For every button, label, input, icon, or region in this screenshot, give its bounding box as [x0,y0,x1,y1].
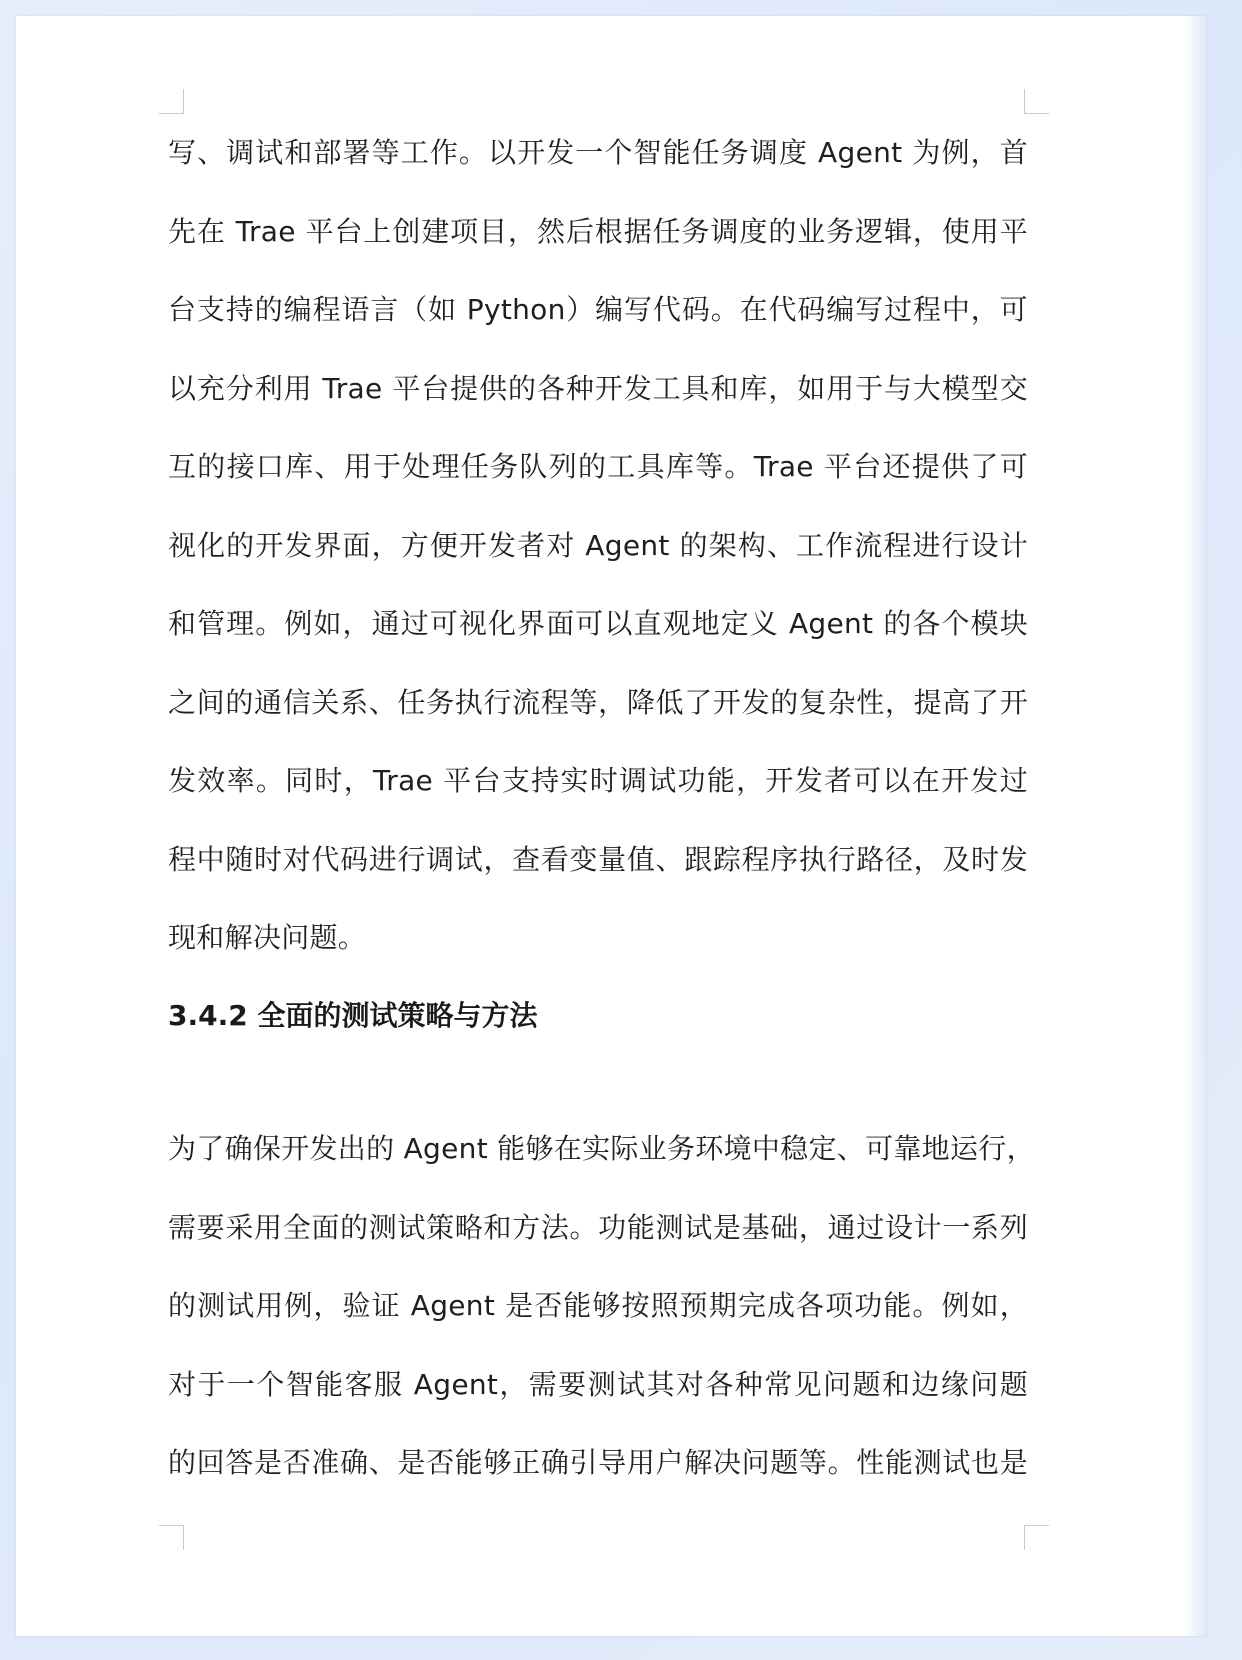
crop-mark-top-right [1024,89,1049,114]
paragraph-1 [168,114,1028,978]
section-heading: 3.4.2 全面的测试策略与方法 [168,999,538,1032]
crop-mark-top-left [159,89,184,114]
paragraph-line: 互的接口库、用于处理任务队列的工具库等。Trae 平台还提供了可 [168,450,1028,483]
paragraph-2 [168,1110,1035,1503]
paragraph-line: 的回答是否准确、是否能够正确引导用户解决问题等。性能测试也是 [168,1446,1028,1479]
paragraph-line: 视化的开发界面，方便开发者对 Agent 的架构、工作流程进行设计 [168,528,1028,562]
paragraph-line: 以充分利用 Trae 平台提供的各种开发工具和库，如用于与大模型交 [168,371,1028,405]
paragraph-line: 和管理。例如，通过可视化界面可以直观地定义 Agent 的各个模块 [168,607,1028,640]
paragraph-line: 为了确保开发出的 Agent 能够在实际业务环境中稳定、可靠地运行， [168,1132,1035,1165]
page-edge-shadow [1184,16,1206,1636]
paragraph-line: 发效率。同时，Trae 平台支持实时调试功能，开发者可以在开发过 [168,764,1028,797]
paragraph-line: 的测试用例，验证 Agent 是否能够按照预期完成各项功能。例如， [168,1289,1028,1322]
paragraph-line: 写、调试和部署等工作。以开发一个智能任务调度 Agent 为例，首 [168,136,1028,169]
paragraph-line: 需要采用全面的测试策略和方法。功能测试是基础，通过设计一系列 [168,1210,1028,1244]
paragraph-line: 台支持的编程语言（如 Python）编写代码。在代码编写过程中，可 [168,293,1028,326]
crop-mark-bottom-left [159,1525,184,1550]
crop-mark-bottom-right [1024,1525,1049,1550]
paragraph-line: 对于一个智能客服 Agent，需要测试其对各种常见问题和边缘问题 [168,1367,1028,1401]
paragraph-line: 程中随时对代码进行调试，查看变量值、跟踪程序执行路径，及时发 [168,842,1028,876]
paragraph-line: 现和解决问题。 [168,921,367,954]
paragraph-line: 先在 Trae 平台上创建项目，然后根据任务调度的业务逻辑，使用平 [168,214,1028,248]
paragraph-line: 之间的通信关系、任务执行流程等，降低了开发的复杂性，提高了开 [168,685,1028,719]
